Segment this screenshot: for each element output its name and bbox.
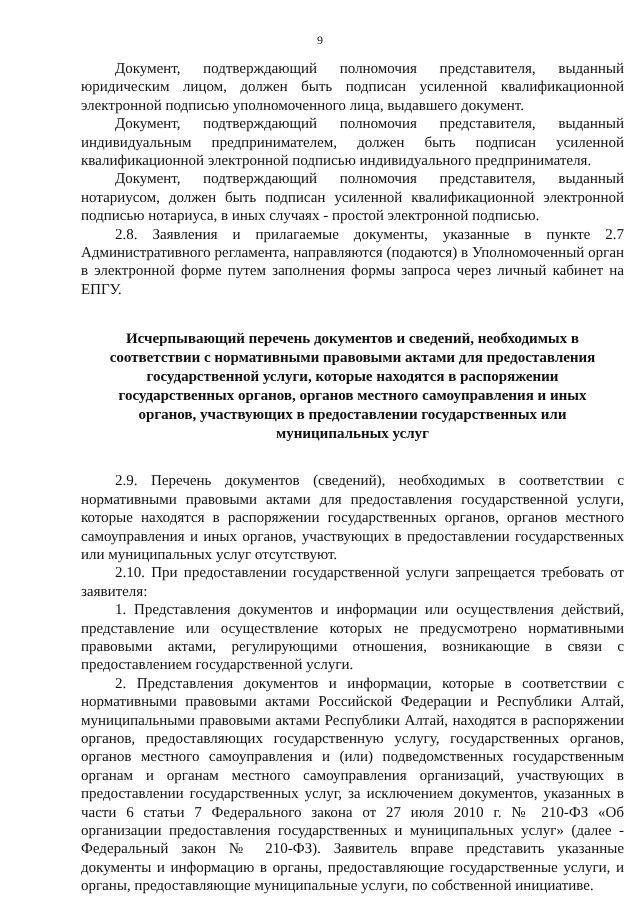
page-number: 9 [317, 33, 323, 47]
section-heading: Исчерпывающий перечень документов и сведений, необходимых в соответствии с нормативными правовыми актами для предоставления государственной услуги, которые находятся в распоряжении государственных органов, органов местного самоуправления и иных органов, участвующих в предоставлении государственных или муниципальных услуг [109, 331, 596, 443]
document-body [81, 60, 624, 896]
paragraph-item-2: 2. Представления документов и информации, которые в соответствии с нормативными правовыми актами Российской Федерации и Республики Алтай, муниципальными правовыми актами Республики Алтай, находятся в распоряжении органов, предоставляющих государственную услугу, государственных органов, органов местного самоуправления и (или) подведомственных государственным органам и органам местного самоуправления организаций, участвующих в предоставлении государственных услуг, за исключением документов, указанных в части 6 статьи 7 Федерального закона от 27 июля 2010 г. № 210-ФЗ «Об организации предоставления государственных и муниципальных услуг» (далее - Федеральный закон № 210-ФЗ). Заявитель вправе представить указанные документы и информацию в органы, предоставляющие государственные услуги, и органы, предоставляющие муниципальные услуги, по собственной инициативе. [81, 675, 624, 895]
paragraph-2-10: 2.10. При предоставлении государственной услуги запрещается требовать от заявителя: [81, 565, 624, 600]
paragraph-representative-entrepreneur: Документ, подтверждающий полномочия представителя, выданный индивидуальным предпринимателем, должен быть подписан усиленной квалификационной электронной подписью индивидуального предпринимателя. [81, 116, 624, 170]
paragraph-representative-notary: Документ, подтверждающий полномочия представителя, выданный нотариусом, должен быть подписан усиленной квалификационной электронной подписью нотариуса, в иных случаях - простой электронной подписью. [81, 171, 624, 225]
paragraph-representative-legal-entity: Документ, подтверждающий полномочия представителя, выданный юридическим лицом, должен быть подписан усиленной квалификационной электронной подписью уполномоченного лица, выдавшего документ. [81, 61, 624, 114]
paragraph-item-1: 1. Представления документов и информации или осуществления действий, представление или осуществление которых не предусмотрено нормативными правовыми актами, регулирующими отношения, возникающие в связи с предоставлением государственной услуги. [81, 602, 624, 674]
paragraph-2-8: 2.8. Заявления и прилагаемые документы, указанные в пункте 2.7 Административного регламента, направляются (подаются) в Уполномоченный орган в электронной форме путем заполнения формы запроса через личный кабинет на ЕПГУ. [81, 226, 624, 298]
paragraph-2-9: 2.9. Перечень документов (сведений), необходимых в соответствии с нормативными правовыми актами для предоставления государственной услуги, которые находятся в распоряжении государственных органов, органов местного самоуправления и иных органов, участвующих в предоставлении государственных или муниципальных услуг отсутствуют. [81, 473, 624, 563]
